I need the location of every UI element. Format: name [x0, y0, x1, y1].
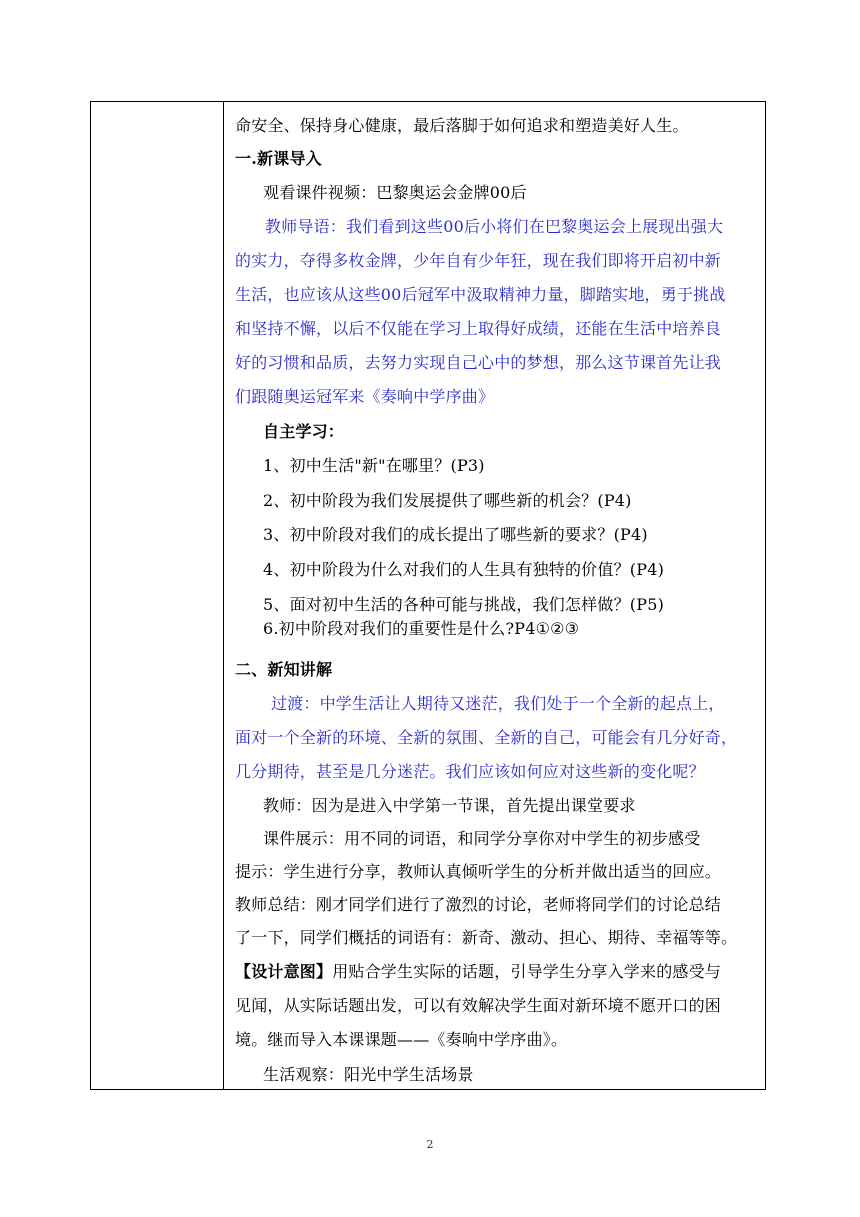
teacher-intro-line: 们跟随奥运冠军来《奏响中学序曲》 — [235, 387, 495, 406]
video-line: 观看课件视频：巴黎奥运会金牌00后 — [263, 183, 527, 202]
teacher-intro-line: 好的习惯和品质，去努力实现自己心中的梦想，那么这节课首先让我 — [235, 353, 722, 372]
question-item: 3、初中阶段对我们的成长提出了哪些新的要求？(P4) — [263, 525, 648, 544]
question-item: 6.初中阶段对我们的重要性是什么?P4①②③ — [263, 619, 580, 638]
courseware-line: 课件展示：用不同的词语，和同学分享你对中学生的初步感受 — [263, 829, 701, 848]
section2-heading: 二、新知讲解 — [235, 660, 333, 679]
summary-line: 教师总结：刚才同学们进行了激烈的讨论，老师将同学们的讨论总结 — [235, 895, 722, 914]
question-item: 1、初中生活"新"在哪里？(P3) — [263, 456, 485, 475]
design-intent-line — [235, 962, 721, 982]
teacher-line: 教师：因为是进入中学第一节课，首先提出课堂要求 — [263, 796, 636, 815]
question-item: 4、初中阶段为什么对我们的人生具有独特的价值？(P4) — [263, 560, 665, 579]
lesson-plan-table — [90, 101, 766, 1090]
hint-line: 提示：学生进行分享，教师认真倾听学生的分析并做出适当的回应。 — [235, 862, 722, 881]
teacher-intro-line: 和坚持不懈，以后不仅能在学习上取得好成绩，还能在生活中培养良 — [235, 319, 722, 338]
section1-heading: 一.新课导入 — [235, 149, 322, 168]
design-intent-line: 见闻，从实际话题出发，可以有效解决学生面对新环境不愿开口的困 — [235, 996, 722, 1015]
design-intent-line: 境。继而导入本课课题——《奏响中学序曲》。 — [235, 1030, 568, 1049]
self-study-heading: 自主学习： — [263, 422, 345, 441]
table-content-cell — [225, 102, 765, 1089]
teacher-intro-line: 生活，也应该从这些00后冠军中汲取精神力量，脚踏实地，勇于挑战 — [235, 285, 726, 304]
question-item: 2、初中阶段为我们发展提供了哪些新的机会？(P4) — [263, 491, 632, 510]
teacher-intro-line: 教师导语：我们看到这些00后小将们在巴黎奥运会上展现出强大 — [265, 217, 724, 236]
summary-line: 了一下，同学们概括的词语有：新奇、激动、担心、期待、幸福等等。 — [235, 928, 738, 947]
transition-line: 过渡：中学生活让人期待又迷茫，我们处于一个全新的起点上， — [271, 694, 725, 713]
life-observation-line: 生活观察：阳光中学生活场景 — [263, 1065, 474, 1084]
design-intent-text: 用贴合学生实际的话题，引导学生分享入学来的感受与 — [332, 962, 722, 981]
transition-line: 几分期待，甚至是几分迷茫。我们应该如何应对这些新的变化呢？ — [235, 762, 705, 781]
transition-line: 面对一个全新的环境、全新的氛围、全新的自己，可能会有几分好奇， — [235, 728, 738, 747]
teacher-intro-line: 的实力，夺得多枚金牌，少年自有少年狂，现在我们即将开启初中新 — [235, 251, 722, 270]
design-intent-label: 【设计意图】 — [235, 962, 333, 981]
table-left-cell — [91, 102, 224, 1089]
intro-tail-text: 命安全、保持身心健康，最后落脚于如何追求和塑造美好人生。 — [235, 116, 689, 135]
page-number: 2 — [426, 1138, 434, 1151]
question-item: 5、面对初中生活的各种可能与挑战，我们怎样做？(P5) — [263, 595, 665, 614]
